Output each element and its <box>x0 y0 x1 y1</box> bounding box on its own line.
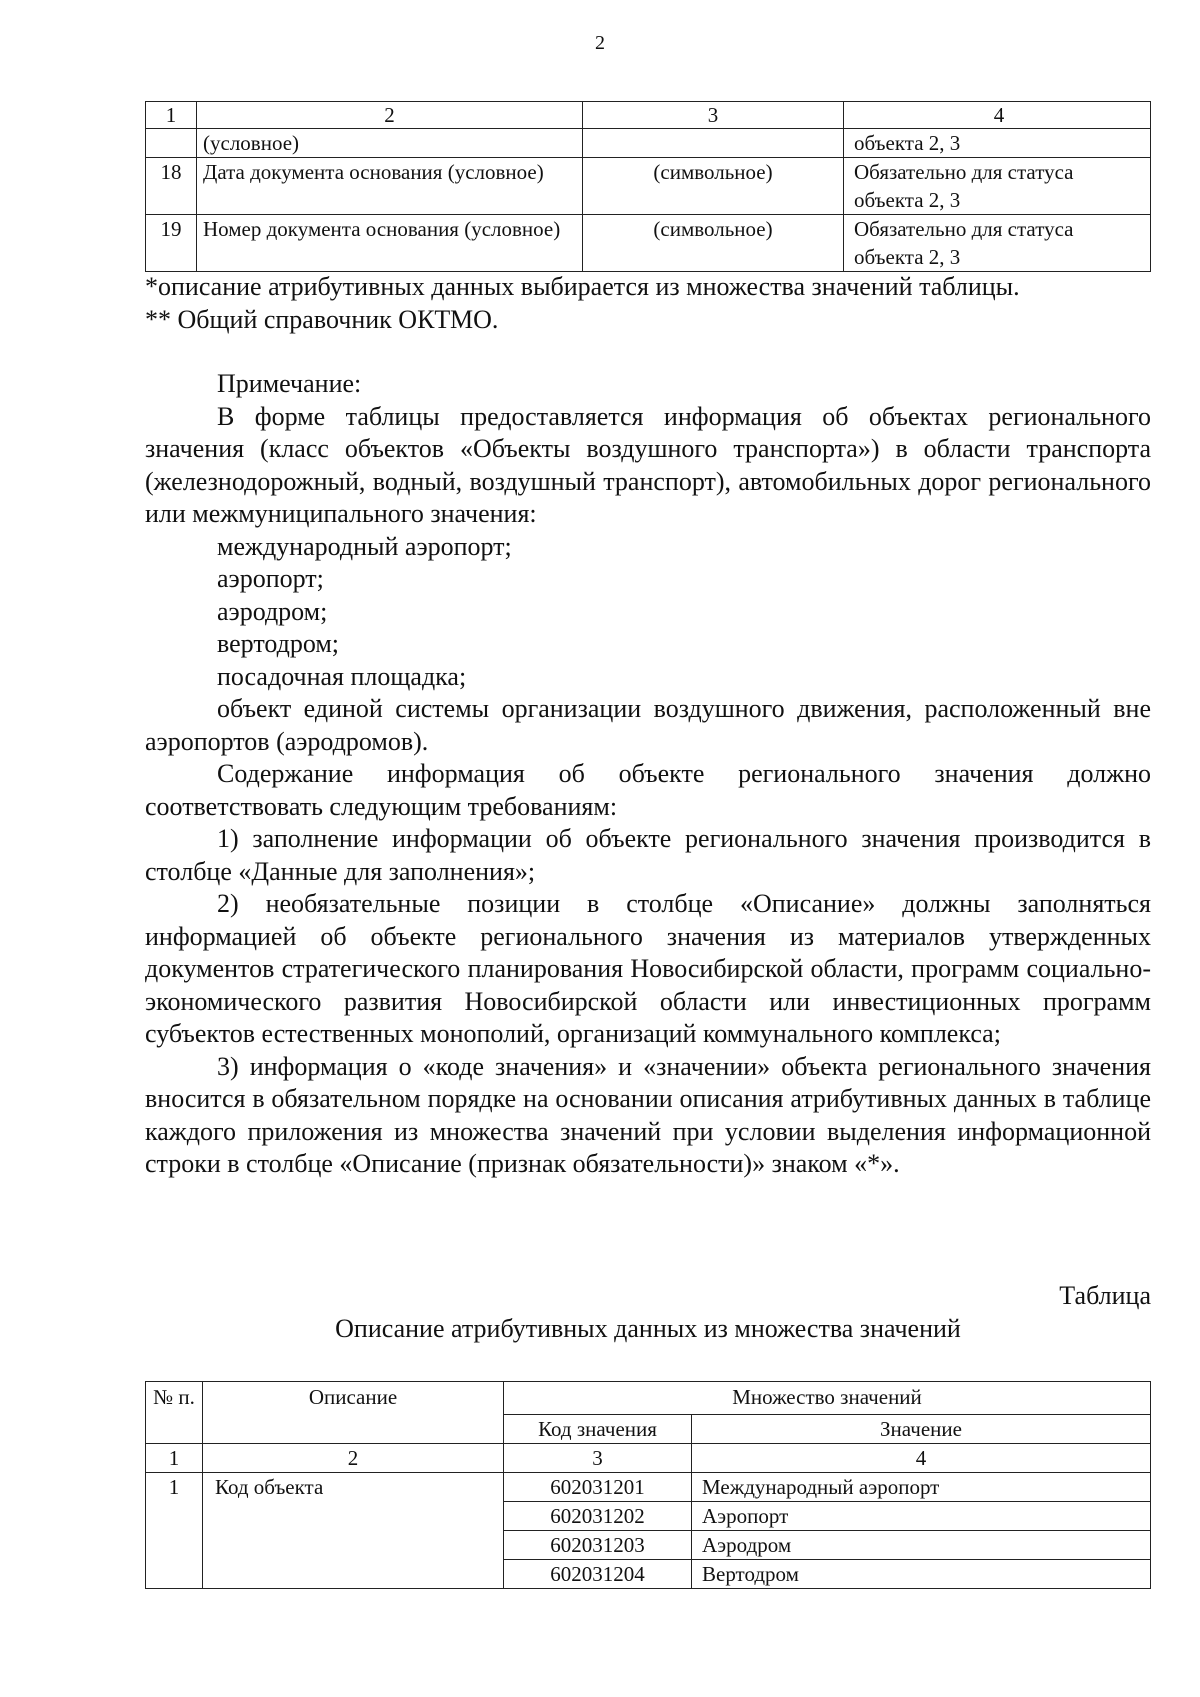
list-item: посадочная площадка; <box>217 661 467 691</box>
header-value: Значение <box>692 1415 1151 1444</box>
header-cell: 2 <box>197 102 583 129</box>
row-type: (символьное) <box>583 158 844 215</box>
column-number-row <box>146 1444 1151 1473</box>
table-row <box>146 158 1151 215</box>
column-number: 3 <box>504 1444 692 1473</box>
requirement-item: 1) заполнение информации об объекте регионального значения производится в столбце «Данные для заполнения»; <box>145 824 1151 886</box>
footnote: ** Общий справочник ОКТМО. <box>145 304 499 334</box>
note-heading: Примечание: <box>217 369 362 398</box>
value-set-table <box>145 1381 1151 1589</box>
value-code: 602031203 <box>504 1531 692 1560</box>
value-code: 602031201 <box>504 1473 692 1502</box>
column-number: 1 <box>146 1444 203 1473</box>
row-note: Обязательно для статуса объекта 2, 3 <box>844 158 1151 215</box>
list-item: международный аэропорт; <box>217 531 512 561</box>
value-name: Аэродром <box>692 1531 1151 1560</box>
table-header-row <box>146 1382 1151 1415</box>
row-number: 18 <box>146 158 197 215</box>
column-number: 4 <box>692 1444 1151 1473</box>
list-item: вертодром; <box>217 629 340 658</box>
header-description: Описание <box>203 1382 504 1444</box>
row-note: Обязательно для статуса объекта 2, 3 <box>844 215 1151 272</box>
header-code: Код значения <box>504 1415 692 1444</box>
table-row <box>146 129 1151 158</box>
table-header-row <box>146 102 1151 129</box>
row-name: Дата документа основания (условное) <box>197 158 583 215</box>
attributes-table-continued <box>145 101 1151 272</box>
value-name: Аэропорт <box>692 1502 1151 1531</box>
column-number: 2 <box>203 1444 504 1473</box>
table-label: Таблица <box>1059 1281 1151 1310</box>
value-name: Вертодром <box>692 1560 1151 1589</box>
list-item: аэродром; <box>217 596 328 626</box>
table-row <box>146 215 1151 272</box>
list-item: аэропорт; <box>217 564 324 593</box>
table-title: Описание атрибутивных данных из множества значений <box>335 1314 961 1343</box>
row-number: 1 <box>146 1473 203 1589</box>
page-number: 2 <box>595 32 605 54</box>
header-cell: 1 <box>146 102 197 129</box>
table-row <box>146 1473 1151 1502</box>
value-code: 602031204 <box>504 1560 692 1589</box>
requirement-item: 3) информация о «коде значения» и «значении» объекта регионального значения вносится в обязательном порядке на основании описания атрибутивных данных в таблице каждого приложения из множества значений при условии выделения информационной строки в столбце «Описание (признак обязательности)» знаком «*». <box>145 1051 1151 1178</box>
row-type: (символьное) <box>583 215 844 272</box>
value-code: 602031202 <box>504 1502 692 1531</box>
header-cell: 3 <box>583 102 844 129</box>
header-value-set: Множество значений <box>504 1382 1151 1415</box>
row-name: Номер документа основания (условное) <box>197 215 583 272</box>
row-note: объекта 2, 3 <box>844 129 1151 158</box>
footnote: *описание атрибутивных данных выбирается из множества значений таблицы. <box>145 272 1020 301</box>
header-number: № п. <box>146 1382 203 1444</box>
row-type <box>583 129 844 158</box>
row-number <box>146 129 197 158</box>
note-paragraph: Содержание информация об объекте регионального значения должно соответствовать следующим требованиям: <box>145 759 1151 821</box>
value-name: Международный аэропорт <box>692 1473 1151 1502</box>
row-number: 19 <box>146 215 197 272</box>
list-item: объект единой системы организации воздушного движения, расположенный вне аэропортов (аэродромов). <box>145 694 1151 756</box>
row-name: (условное) <box>197 129 583 158</box>
requirement-item: 2) необязательные позиции в столбце «Описание» должны заполняться информацией об объекте регионального значения из материалов утвержденных документов стратегического планирования Новосибирской области, программ социально-экономического развития Новосибирской области или инвестиционных программ субъектов естественных монополий, организаций коммунального комплекса; <box>145 889 1151 1048</box>
note-section <box>145 368 1151 1181</box>
footnotes <box>145 271 1151 336</box>
header-cell: 4 <box>844 102 1151 129</box>
row-description: Код объекта <box>203 1473 504 1589</box>
note-paragraph: В форме таблицы предоставляется информация об объектах регионального значения (класс объектов «Объекты воздушного транспорта») в области транспорта (железнодорожный, водный, воздушный транспорт), автомобильных дорог регионального или межмуниципального значения: <box>145 401 1151 528</box>
